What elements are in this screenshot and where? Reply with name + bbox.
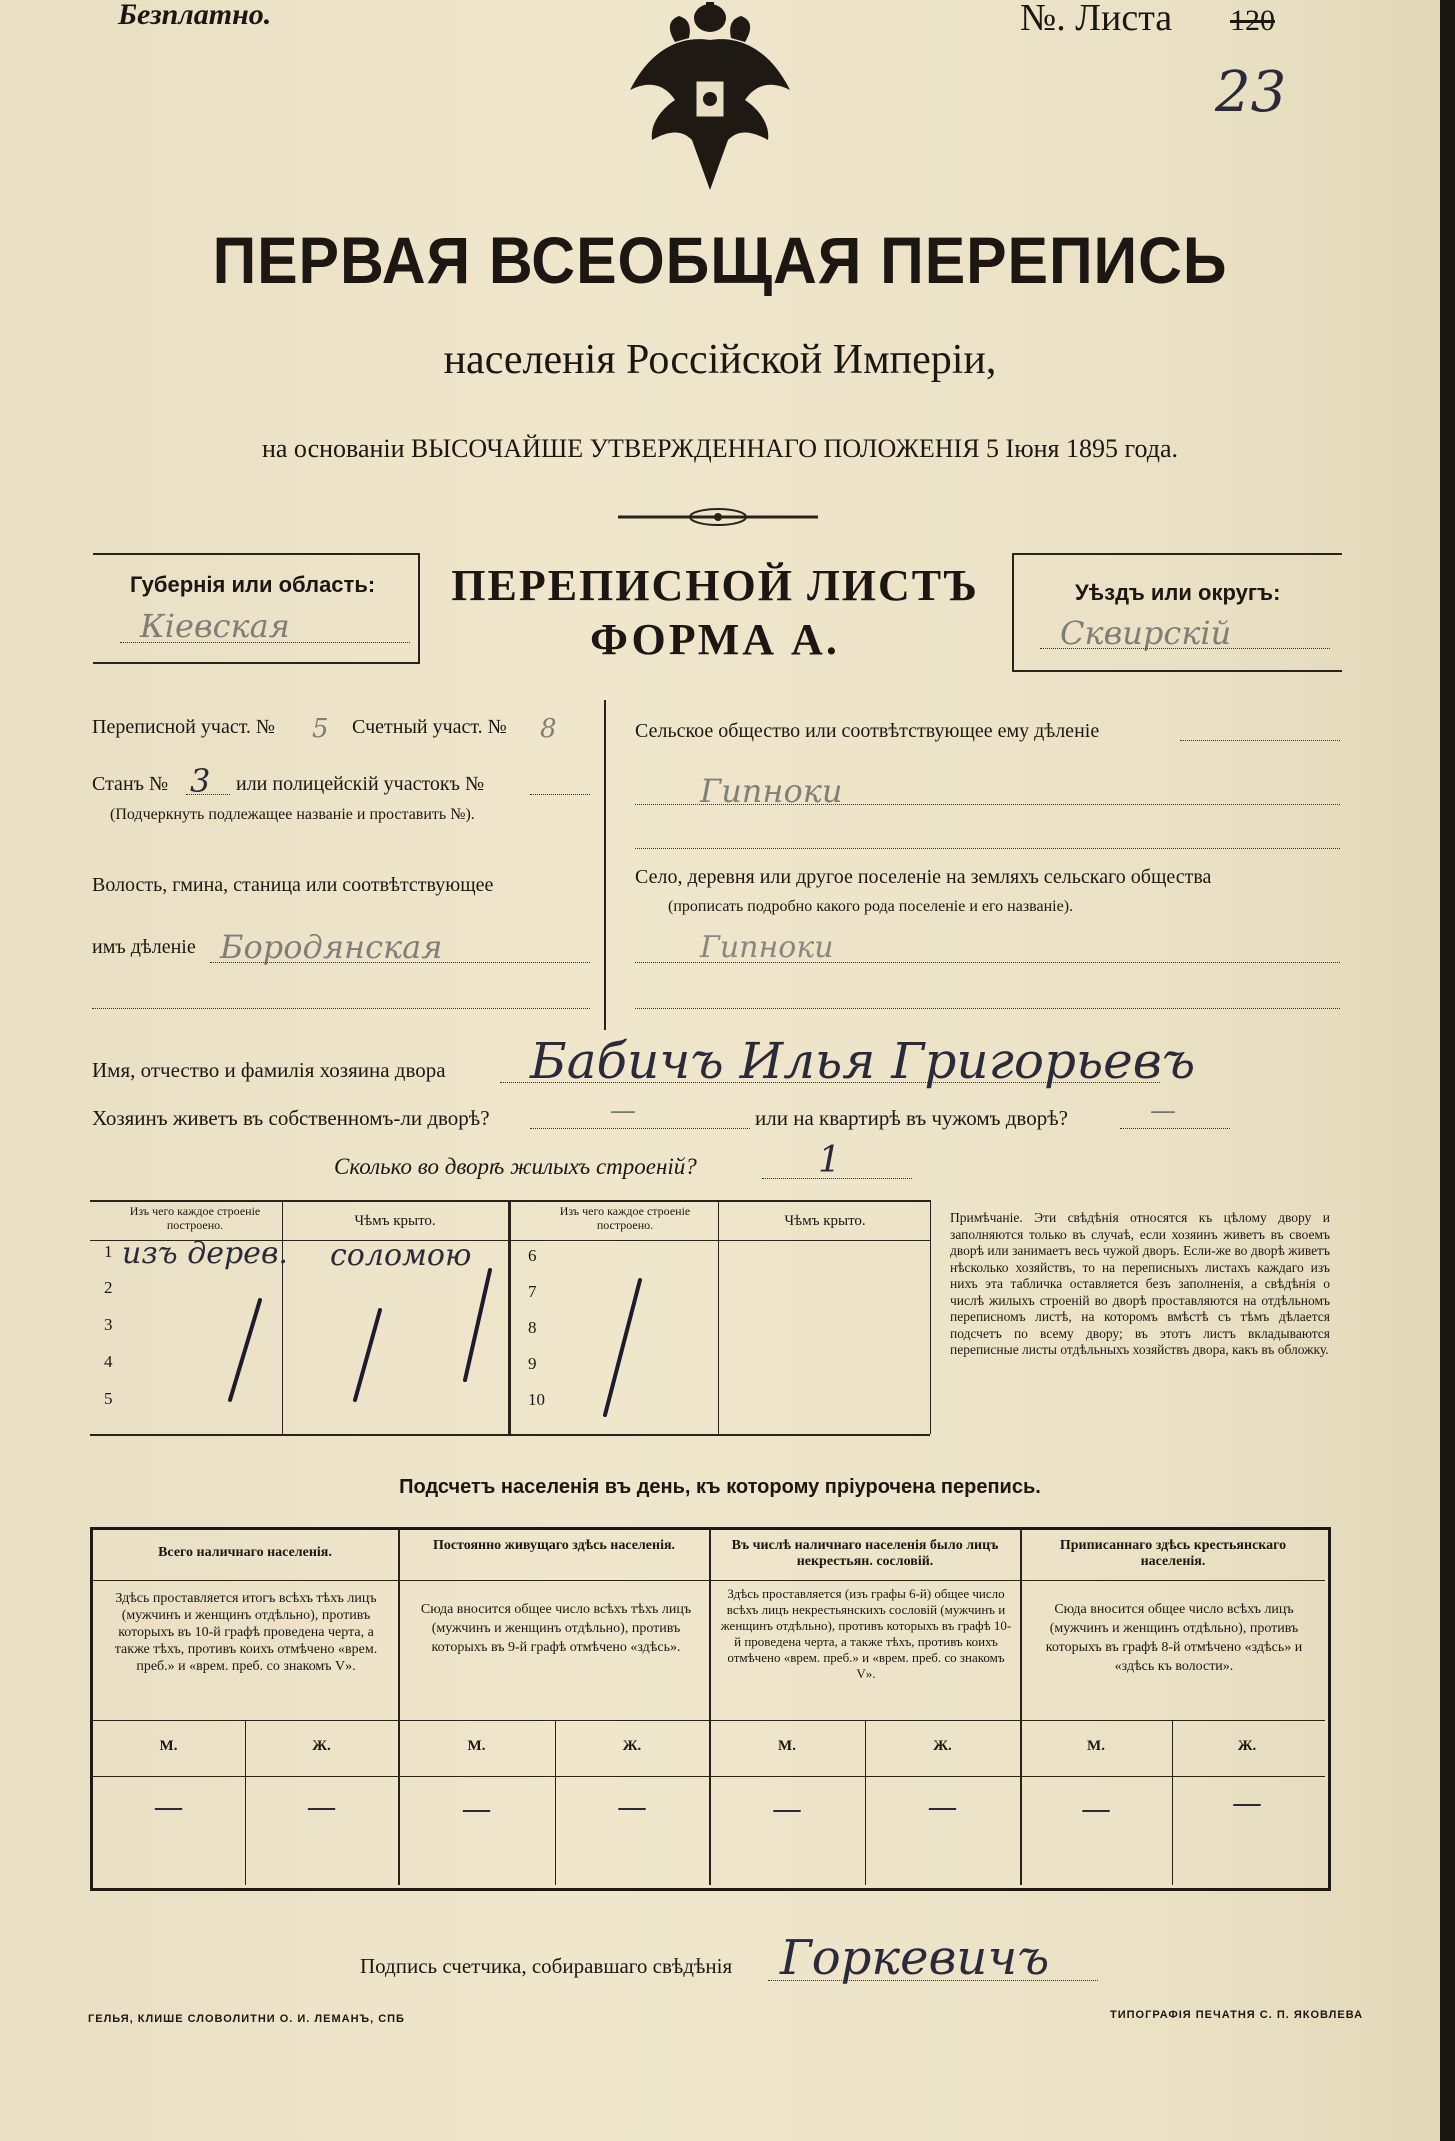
ornament-divider [618,506,818,528]
row-number: 6 [528,1246,537,1265]
stan-label: Станъ № [92,773,169,795]
middle-divider [604,700,606,1030]
pop-head-total: Всего наличнаго населенія. [158,1545,332,1560]
signature-label: Подпись счетчика, собиравшаго свѣдѣнія [360,1954,733,1978]
volost-label: Волость, гмина, станица или соотвѣтствующее [92,874,494,896]
row-number: 4 [104,1352,113,1371]
population-title: Подсчетъ населенія въ день, къ которому пріурочена перепись. [399,1476,1041,1498]
form-sheet-title: ПЕРЕПИСНОЙ ЛИСТЪ [451,561,979,610]
row-number: 9 [528,1354,537,1373]
pop-value: — [461,1792,492,1827]
pop-desc-peasant: Сюда вносится общее число всѣхъ лицъ (мужчинъ и женщинъ отдѣльно), противъ которыхъ въ графѣ 8-й отмѣчено «здѣсь» и «здѣсь къ волости». [1045,1602,1303,1674]
own-yard-value: — [610,1096,636,1126]
buildings-value: 1 [818,1140,841,1181]
row-number: 3 [104,1315,113,1334]
head-roof-left: Чѣмъ крыто. [354,1213,436,1229]
rented-value: — [1150,1096,1176,1126]
form-subtitle: населенія Россійской Имперіи, [443,337,997,383]
female-head: Ж. [312,1738,331,1754]
form-title: ПЕРВАЯ ВСЕОБЩАЯ ПЕРЕПИСЬ [212,223,1228,297]
owner-name-value: Бабичъ Илья Григорьевъ [530,1032,1196,1090]
printer-left: ГЕЛЬЯ, КЛИШЕ СЛОВОЛИТНИ О. И. ЛЕМАНЪ, СПБ [88,2013,405,2025]
pop-value: — [617,1790,647,1825]
row-number: 1 [104,1242,113,1261]
counting-district-label: Счетный участ. № [352,716,507,738]
district-label: Уѣздъ или округъ: [1075,580,1281,605]
female-head: Ж. [1237,1738,1257,1754]
stan-value: 3 [190,762,211,800]
male-head: М. [1087,1738,1105,1754]
handwritten-dash-strokes [90,1240,930,1432]
form-basis: на основаніи ВЫСОЧАЙШЕ УТВЕРЖДЕННАГО ПОЛОЖЕНІЯ 5 Іюня 1895 года. [261,434,1179,463]
row-number: 7 [528,1282,537,1301]
owner-name-label: Имя, отчество и фамилія хозяина двора [92,1058,446,1082]
sheet-label: №. Листа [1020,0,1173,39]
printer-right: ТИПОГРАФІЯ ПЕЧАТНЯ С. П. ЯКОВЛЕВА [1110,2009,1364,2021]
female-head: Ж. [622,1738,642,1754]
row-number: 2 [104,1278,113,1297]
pop-value: — [306,1790,337,1825]
volost-value: Бородянская [220,928,443,966]
pop-desc-non-peasant: Здѣсь проставляется (изъ графы 6-й) общее число всѣхъ лицъ некрестьянскихъ сословій (мужчинъ и женщинъ отдѣльно), противъ которыхъ въ графѣ 10-й проведена черта, а также тѣхъ, противъ коихъ отмѣчено «врем. преб.» и «врем. преб. со знакомъ V». [720,1586,1012,1681]
district-value: Сквирскій [1060,614,1232,652]
underline-note: (Подчеркнуть подлежащее названіе и проставить №). [110,806,475,823]
pop-value: — [927,1790,958,1825]
rented-label: или на квартирѣ въ чужомъ дворѣ? [755,1106,1068,1130]
pop-desc-total: Здѣсь проставляется итогъ всѣхъ тѣхъ лицъ (мужчинъ и женщинъ отдѣльно), противъ которыхъ въ 10-й графѣ проведена черта, а также тѣхъ, противъ коихъ отмѣчено «врем. преб.» и «врем. преб. со знакомъ V». [114,1591,378,1674]
pop-value: — [1232,1786,1262,1821]
head-roof-right: Чѣмъ крыто. [784,1213,866,1229]
pop-value: — [1081,1792,1111,1827]
male-head: М. [467,1738,486,1754]
form-sheet-subtitle: ФОРМА А. [590,615,840,664]
free-label: Безплатно. [118,0,272,31]
volost-label-2: имъ дѣленіе [92,936,196,958]
pop-value: — [153,1790,184,1825]
sheet-number-handwritten: 23 [1215,60,1287,125]
society-value: Гипноки [700,772,843,810]
pop-head-non-peasant: Въ числѣ наличнаго населенія было лицъ некрестьян. сословій. [731,1538,999,1569]
sheet-number-crossed: 120 [1230,4,1275,37]
village-value: Гипноки [700,930,834,965]
imperial-eagle-emblem [620,0,800,200]
census-district-value: 5 [312,714,329,744]
pop-head-permanent: Постоянно живущаго здѣсь населенія. [432,1538,676,1553]
female-head: Ж. [933,1738,952,1754]
row-number: 8 [528,1318,537,1337]
row-number: 5 [104,1389,113,1408]
village-label: Село, деревня или другое поселеніе на земляхъ сельскаго общества [635,866,1212,888]
province-label: Губернія или область: [130,572,376,597]
pop-head-peasant: Приписаннаго здѣсь крестьянскаго населенія. [1059,1538,1287,1569]
police-label: или полицейскій участокъ № [236,773,485,795]
row1-material: изъ дерев. [122,1236,288,1271]
village-note: (прописать подробно какого рода поселеніе и его названіе). [668,898,1074,915]
census-district-label: Переписной участ. № [92,716,276,738]
pop-value: — [772,1792,802,1827]
counting-district-value: 8 [540,714,557,744]
male-head: М. [778,1738,796,1754]
pop-desc-permanent: Сюда вносится общее число всѣхъ тѣхъ лицъ (мужчинъ и женщинъ отдѣльно), противъ которыхъ въ 9-й графѣ отмѣчено «здѣсь». [420,1602,692,1655]
signature-value: Горкевичъ [780,1930,1050,1986]
head-material-right: Изъ чего каждое строеніе построено. [559,1204,691,1232]
remark-text: Примѣчаніе. Эти свѣдѣнія относятся къ цѣлому двору и заполняются только въ случаѣ, если хозяинъ живетъ въ своемъ дворѣ или занимаетъ весь чужой дворъ. Если-же во дворѣ живетъ нѣсколько хозяйствъ, то на переписныхъ листахъ каждаго изъ нихъ эта табличка оставляется безъ заполненія, а свѣдѣнія о числѣ жилыхъ строеній во дворѣ проставляются на отдѣльномъ переписномъ листѣ, на которомъ вмѣстѣ съ тѣмъ дѣлается подсчетъ по всему двору; въ этотъ листъ вкладываются переписные листы отдѣльныхъ хозяйствъ двора, какъ въ обложку. [950,1210,1330,1357]
row-number: 10 [528,1390,545,1409]
row1-roof: соломою [330,1238,472,1273]
own-yard-label: Хозяинъ живетъ въ собственномъ-ли дворѣ? [92,1106,490,1130]
society-label: Сельское общество или соотвѣтствующее ему дѣленіе [635,720,1100,742]
head-material-left: Изъ чего каждое строеніе построено. [129,1204,261,1232]
male-head: М. [159,1738,178,1754]
province-value: Кіевская [140,607,290,645]
buildings-label: Сколько во дворѣ жилыхъ строеній? [334,1154,697,1179]
